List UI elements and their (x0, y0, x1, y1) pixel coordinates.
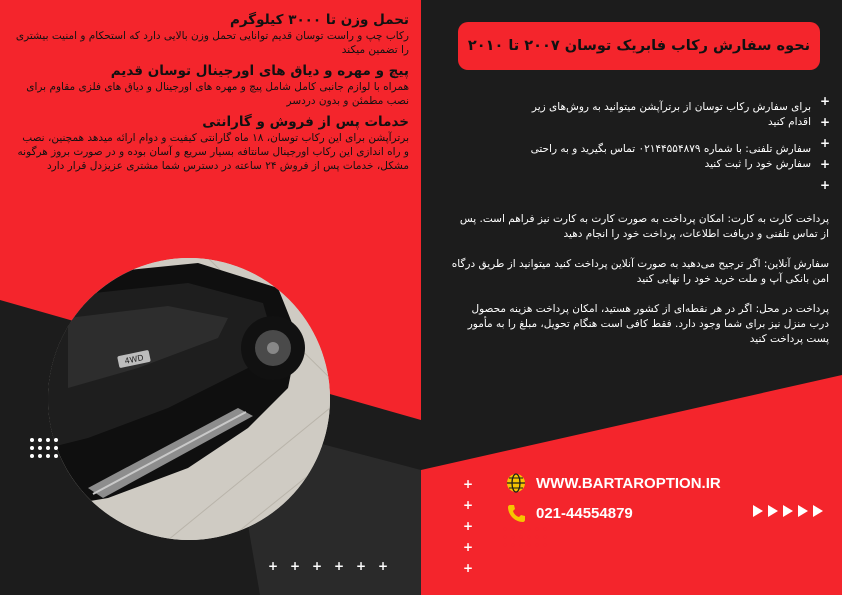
plus-icon: + (463, 519, 474, 533)
arrow-row (753, 505, 823, 517)
order-title: نحوه سفارش رکاب فابریک توسان ۲۰۰۷ تا ۲۰۱۰ (467, 38, 811, 54)
feature-3-body: برترآپشن برای این رکاب توسان، ۱۸ ماه گارانتی کیفیت و دوام ارائه میدهد همچنین، نصب و راه اندازی این رکاب اورجینال سانتافه بسیار سریع و آسان بوده و در صورت بروز هرگونه مشکل، خدمات پس از فروش ۲۴ ساعته در دسترس شما مشتری عزیزدل قرار دارد (17, 132, 409, 172)
play-arrow-icon (813, 505, 823, 517)
website-row (506, 470, 826, 496)
plus-icon: + (820, 157, 831, 171)
plus-icon: + (820, 136, 831, 150)
play-arrow-icon (753, 505, 763, 517)
globe-icon (506, 473, 526, 493)
plus-icon: + (820, 178, 831, 192)
right-panel (421, 0, 842, 595)
contact-block (506, 470, 826, 526)
plus-icon: + (820, 115, 831, 129)
card-payment: پرداخت کارت به کارت: امکان پرداخت به صورت کارت به کارت نیز فراهم است. پس از تماس تلفنی و دریافت اطلاعات، پرداخت خود را انجام دهید (459, 213, 829, 240)
right-dot-grid (503, 527, 547, 547)
order-intro: برای سفارش رکاب توسان از برترآپشن میتوانید به روش‌های زیر اقدام کنید (531, 101, 811, 128)
cod-payment: پرداخت در محل: اگر در هر نقطه‌ای از کشور هستید، امکان پرداخت هزینه محصول درب منزل نیز برای شما وجود دارد. فقط کافی است هنگام تحویل، مبلغ را به مأمور پست پرداخت کنید (467, 303, 829, 345)
plus-icon: + (463, 498, 474, 512)
features-block (14, 12, 409, 173)
phone-order: سفارش تلفنی: با شماره ۰۲۱۴۴۵۵۴۸۷۹ تماس بگیرید و به راحتی سفارش خود را ثبت کنید (530, 143, 811, 170)
plus-icon: + (290, 559, 301, 573)
feature-1-body: رکاب چپ و راست توسان قدیم توانایی تحمل وزن بالایی دارد که استحکام و امنیت بیشتری را تضمین میکند (15, 30, 409, 56)
order-intro-block (521, 100, 811, 172)
plus-icon: + (463, 561, 474, 575)
plus-icon: + (268, 559, 279, 573)
left-dot-grid (30, 438, 58, 458)
car-illustration (48, 258, 330, 540)
play-arrow-icon (798, 505, 808, 517)
online-order: سفارش آنلاین: اگر ترجیح می‌دهید به صورت آنلاین پرداخت کنید میتوانید از طریق درگاه امن بانکی آپ و ملت خرید خود را نهایی کنید (451, 258, 829, 285)
product-photo (48, 258, 330, 540)
plus-icon: + (820, 94, 831, 108)
plus-icon: + (463, 477, 474, 491)
plus-icon: + (334, 559, 345, 573)
payment-methods-block (451, 212, 829, 347)
phone-number[interactable]: 021-44554879 (536, 504, 633, 522)
phone-icon (506, 503, 526, 523)
plus-icon: + (312, 559, 323, 573)
feature-1-title: تحمل وزن تا ۳۰۰۰ کیلوگرم (230, 12, 409, 28)
feature-3-title: خدمات پس از فروش و گارانتی (202, 114, 409, 130)
play-arrow-icon (783, 505, 793, 517)
feature-2-body: همراه با لوازم جانبی کامل شامل پیچ و مهره های اورجینال و دیاق های فلزی مقاوم برای نصب مطمئن و بدون دردسر (26, 81, 409, 107)
play-arrow-icon (768, 505, 778, 517)
badge-4wd: 4WD (123, 353, 145, 366)
plus-icon: + (463, 540, 474, 554)
order-title-box (458, 22, 820, 70)
feature-2-title: پیچ و مهره و دیاق های اورجینال توسان قدیم (110, 63, 409, 79)
plus-icon: + (378, 559, 389, 573)
website-link[interactable]: WWW.BARTAROPTION.IR (536, 474, 721, 492)
plus-icon: + (356, 559, 367, 573)
